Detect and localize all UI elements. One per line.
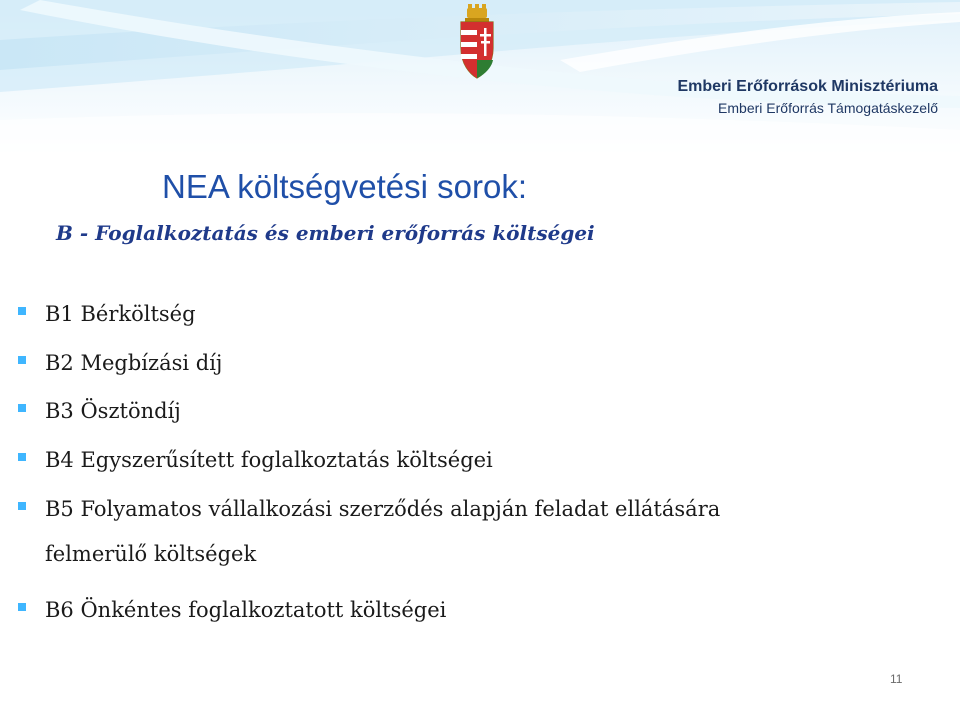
slide-title: NEA költségvetési sorok: <box>162 168 527 205</box>
list-item-label: B3 Ösztöndíj <box>45 399 181 424</box>
hungarian-coat-of-arms-icon <box>456 4 498 80</box>
square-bullet-icon <box>18 453 26 461</box>
list-item <box>18 438 938 483</box>
agency-name: Emberi Erőforrás Támogatáskezelő <box>718 100 938 116</box>
list-item-label: B6 Önkéntes foglalkoztatott költségei <box>45 598 447 623</box>
square-bullet-icon <box>18 603 26 611</box>
slide-subtitle: B - Foglalkoztatás és emberi erőforrás költségei <box>56 221 595 245</box>
list-item-label: B1 Bérköltség <box>45 302 196 326</box>
square-bullet-icon <box>18 307 26 315</box>
budget-line-list <box>18 292 938 637</box>
square-bullet-icon <box>18 502 26 510</box>
list-item-label: B4 Egyszerűsített foglalkoztatás költségei <box>45 448 493 473</box>
square-bullet-icon <box>18 356 26 364</box>
ministry-name: Emberi Erőforrások Minisztériuma <box>677 78 938 95</box>
list-item <box>18 389 938 434</box>
list-item-label: B2 Megbízási díj <box>45 350 223 375</box>
page-number: 11 <box>890 672 903 686</box>
ministry-header <box>677 76 938 118</box>
square-bullet-icon <box>18 404 26 412</box>
list-item <box>18 487 725 585</box>
list-item <box>18 292 938 337</box>
list-item <box>18 341 938 386</box>
list-item <box>18 588 938 633</box>
list-item-label: B5 Folyamatos vállalkozási szerződés alapján feladat ellátására felmerülő költségek <box>45 496 721 566</box>
